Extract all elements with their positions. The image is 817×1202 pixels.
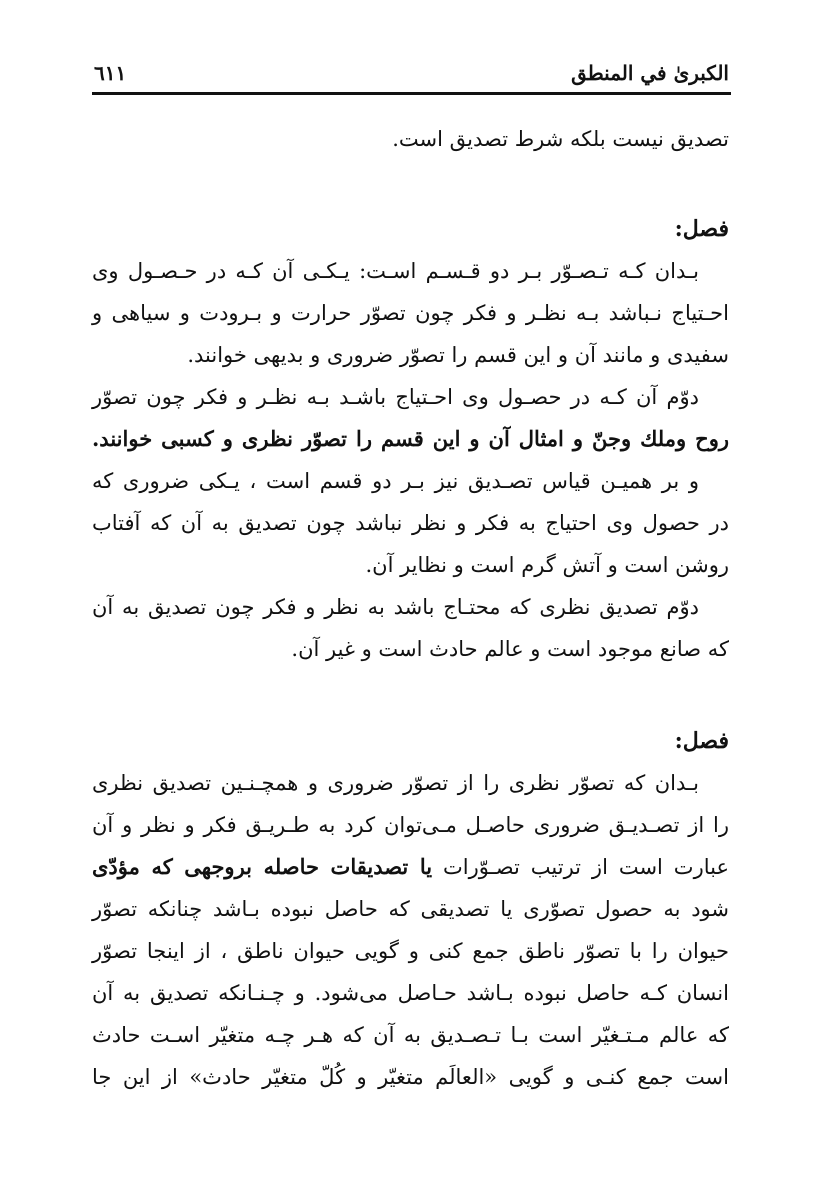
text-line: كه عالم مـتـغيّر است بـا تـصـديق به آن كه هـر چـه متغيّر اسـت حادث — [92, 1023, 729, 1047]
text-line: انسان كـه حاصل نبوده بـاشد حـاصل مى‌شود. و چـنـانكه تصديق به آن — [92, 981, 729, 1005]
text-fragment: عبارت است از ترتيب تصـوّرات — [443, 855, 729, 879]
section-heading: فصل: — [674, 728, 729, 754]
text-line: است جمع كنـى و گويى «العالَم متغيّر و كُلّ متغيّر حادث» از اين جا — [92, 1065, 729, 1089]
text-line: حيوان را با تصوّر ناطق جمع كنى و گويى حيوان ناطق ، از اينجا تصوّر — [92, 939, 729, 963]
text-line: را از تصـديـق ضرورى حاصـل مـى‌توان كرد به طـريـق فكر و نظر و آن — [92, 813, 729, 837]
text-line: بـدان كـه تـصـوّر بـر دو قـسـم اسـت: يـكـى آن كـه در حـصـول وى — [92, 259, 699, 283]
running-head — [94, 58, 729, 92]
page-body — [92, 118, 729, 1098]
text-line: دوّم آن كـه در حصـول وى احـتياج باشـد بـه نظـر و فكر چون تصوّر — [92, 385, 699, 409]
text-line: سفيدى و مانند آن و اين قسم را تصوّر ضرورى و بديهى خوانند. — [187, 343, 729, 367]
text-line — [92, 846, 729, 888]
text-line: تصديق نيست بلكه شرط تصديق است. — [392, 127, 729, 151]
text-line: بـدان كه تصوّر نظرى را از تصوّر ضرورى و همچـنـين تصديق نظرى — [92, 771, 699, 795]
text-line: دوّم تصديق نظرى كه محتـاج باشد به نظر و فكر چون تصديق به آن — [92, 595, 699, 619]
bold-text-fragment: يا تصديقات حاصله بروجهى كه مؤدّى — [92, 854, 433, 879]
header-rule — [92, 92, 731, 95]
text-line: كه صانع موجود است و عالم حادث است و غير آن. — [291, 637, 729, 661]
text-line: شود به حصول تصوّرى يا تصديقى كه حاصل نبوده بـاشد چنانكه تصوّر — [92, 897, 729, 921]
section-spacer — [92, 160, 729, 208]
text-line: در حصول وى احتياج به فكر و نظر نباشد چون تصديق به آن كه آفتاب — [92, 511, 729, 535]
book-title: الكبرىٰ في المنطق — [571, 61, 729, 85]
text-line: روشن است و آتش گرم است و نظاير آن. — [365, 553, 729, 577]
section-heading: فصل: — [674, 216, 729, 242]
page-number: ٦١١ — [94, 61, 127, 85]
section-spacer — [92, 670, 729, 720]
text-line: روح وملك وجنّ و امثال آن و اين قسم را تصوّر نظرى و كسبى خوانند. — [92, 426, 729, 451]
text-line: احـتياج نـباشد بـه نظـر و فكر چون تصوّر حرارت و بـرودت و سياهى و — [92, 301, 729, 325]
text-line: و بر هميـن قياس تصـديق نيز بـر دو قسم است ، يـكى ضرورى كه — [92, 469, 699, 493]
